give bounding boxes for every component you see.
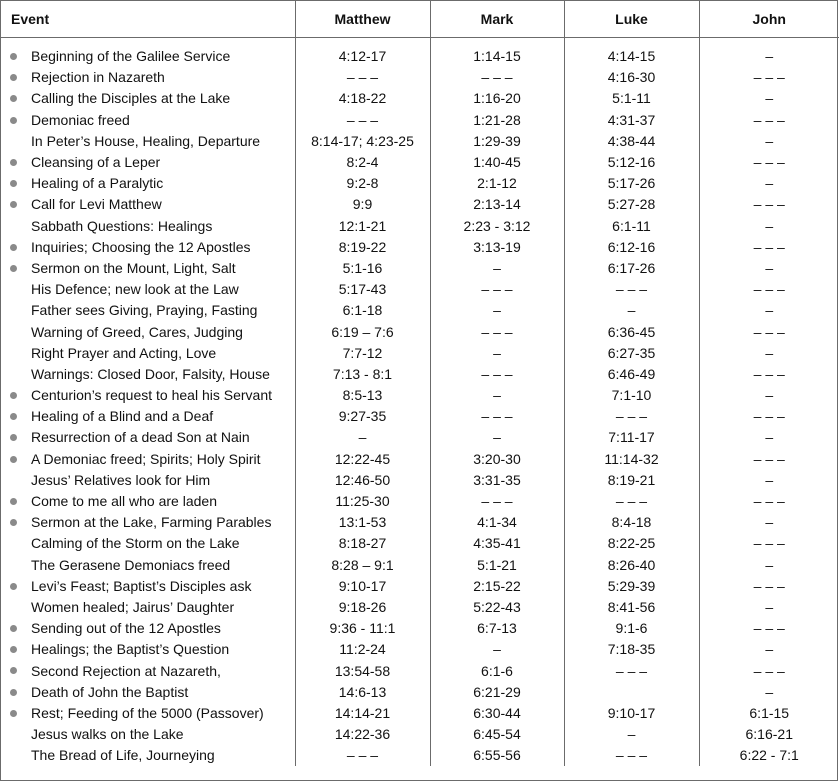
- mark-reference-cell: –: [430, 639, 564, 660]
- john-reference-cell: 6:16-21: [745, 726, 793, 743]
- john-reference-cell: – – –: [753, 577, 785, 594]
- john-reference-cell: 6:1-15: [749, 704, 790, 721]
- matthew-reference-cell: 4:12-17: [295, 46, 430, 67]
- mark-reference-cell: – – –: [430, 321, 564, 342]
- matthew-reference-cell: 13:1-53: [295, 512, 430, 533]
- bullet-icon: [10, 519, 17, 526]
- table-row: [1, 194, 839, 215]
- luke-reference-cell: 4:38-44: [564, 131, 699, 152]
- luke-reference-cell: 5:29-39: [564, 576, 699, 597]
- mark-reference-cell: 3:31-35: [430, 470, 564, 491]
- event-cell: [1, 639, 295, 660]
- table-row: [1, 67, 839, 88]
- matthew-reference-cell: 8:28 – 9:1: [295, 555, 430, 576]
- matthew-reference-cell: – – –: [295, 110, 430, 131]
- mark-reference-cell: 1:21-28: [430, 110, 564, 131]
- luke-reference-cell: 5:12-16: [564, 152, 699, 173]
- event-label: Rejection in Nazareth: [31, 69, 165, 86]
- event-label: The Gerasene Demoniacs freed: [31, 556, 231, 573]
- event-label: Women healed; Jairus’ Daughter: [31, 598, 235, 615]
- table-row: [1, 237, 839, 258]
- john-reference-cell: –: [765, 514, 774, 531]
- mark-reference-cell: – – –: [430, 67, 564, 88]
- event-cell: [1, 724, 295, 745]
- table-row: [1, 682, 839, 703]
- john-reference-cell: – – –: [753, 535, 785, 552]
- event-label: Cleansing of a Leper: [31, 154, 161, 171]
- luke-reference-cell: 7:18-35: [564, 639, 699, 660]
- mark-reference-cell: – – –: [430, 364, 564, 385]
- matthew-reference-cell: – – –: [295, 745, 430, 766]
- event-label: Death of John the Baptist: [31, 683, 189, 700]
- event-label: Levi’s Feast; Baptist’s Disciples ask: [31, 577, 252, 594]
- mark-reference-cell: 2:13-14: [430, 194, 564, 215]
- event-label: Call for Levi Matthew: [31, 196, 162, 213]
- mark-reference-cell: –: [430, 385, 564, 406]
- bullet-icon: [10, 667, 17, 674]
- mark-reference-cell: 6:30-44: [430, 703, 564, 724]
- event-cell: [1, 258, 295, 279]
- john-reference-cell: – – –: [753, 408, 785, 425]
- event-cell: [1, 512, 295, 533]
- event-label: Sending out of the 12 Apostles: [31, 620, 221, 637]
- john-reference-cell: – – –: [753, 154, 785, 171]
- table-row: [1, 576, 839, 597]
- john-reference-cell: – – –: [753, 111, 785, 128]
- john-reference-cell: – – –: [753, 238, 785, 255]
- event-label: Rest; Feeding of the 5000 (Passover): [31, 704, 264, 721]
- luke-reference-cell: 6:17-26: [564, 258, 699, 279]
- john-reference-cell: –: [765, 259, 774, 276]
- table-row: [1, 470, 839, 491]
- table-row: [1, 427, 839, 448]
- luke-reference-cell: – – –: [564, 406, 699, 427]
- luke-reference-cell: 8:26-40: [564, 555, 699, 576]
- matthew-reference-cell: 7:7-12: [295, 343, 430, 364]
- luke-reference-cell: 6:27-35: [564, 343, 699, 364]
- table-row: [1, 279, 839, 300]
- matthew-reference-cell: 14:14-21: [295, 703, 430, 724]
- event-cell: [1, 427, 295, 448]
- bullet-icon: [10, 710, 17, 717]
- matthew-reference-cell: 8:14-17; 4:23-25: [295, 131, 430, 152]
- table-row: [1, 110, 839, 131]
- john-reference-cell: –: [765, 556, 774, 573]
- event-cell: [1, 300, 295, 321]
- bullet-icon: [10, 392, 17, 399]
- john-reference-cell: –: [765, 217, 774, 234]
- luke-reference-cell: 9:10-17: [564, 703, 699, 724]
- event-label: Sabbath Questions: Healings: [31, 217, 213, 234]
- luke-reference-cell: 6:46-49: [564, 364, 699, 385]
- matthew-reference-cell: 6:1-18: [295, 300, 430, 321]
- table-row: [1, 512, 839, 533]
- bullet-icon: [10, 646, 17, 653]
- event-cell: [1, 279, 295, 300]
- event-label: Second Rejection at Nazareth,: [31, 662, 221, 679]
- event-label: A Demoniac freed; Spirits; Holy Spirit: [31, 450, 261, 467]
- luke-reference-cell: 8:22-25: [564, 533, 699, 554]
- matthew-reference-cell: –: [295, 427, 430, 448]
- table-row: [1, 597, 839, 618]
- mark-reference-cell: –: [430, 300, 564, 321]
- luke-reference-cell: 4:14-15: [564, 46, 699, 67]
- bullet-icon: [10, 74, 17, 81]
- luke-reference-cell: 5:1-11: [564, 88, 699, 109]
- matthew-reference-cell: 9:10-17: [295, 576, 430, 597]
- event-label: Sermon on the Mount, Light, Salt: [31, 259, 236, 276]
- event-cell: [1, 152, 295, 173]
- event-cell: [1, 131, 295, 152]
- mark-reference-cell: – – –: [430, 491, 564, 512]
- luke-reference-cell: –: [564, 300, 699, 321]
- luke-reference-cell: – – –: [564, 660, 699, 681]
- event-label: Warning of Greed, Cares, Judging: [31, 323, 243, 340]
- luke-reference-cell: –: [564, 724, 699, 745]
- bullet-icon: [10, 456, 17, 463]
- matthew-reference-cell: 8:19-22: [295, 237, 430, 258]
- event-cell: [1, 110, 295, 131]
- bullet-icon: [10, 117, 17, 124]
- luke-reference-cell: 7:11-17: [564, 427, 699, 448]
- mark-reference-cell: 1:16-20: [430, 88, 564, 109]
- event-cell: [1, 576, 295, 597]
- john-reference-cell: –: [765, 132, 774, 149]
- john-reference-cell: –: [765, 683, 774, 700]
- mark-reference-cell: –: [430, 343, 564, 364]
- john-reference-cell: – – –: [753, 662, 785, 679]
- table-row: [1, 745, 839, 766]
- bullet-icon: [10, 413, 17, 420]
- luke-reference-cell: 8:41-56: [564, 597, 699, 618]
- table-row: [1, 406, 839, 427]
- matthew-reference-cell: 12:1-21: [295, 216, 430, 237]
- luke-reference-cell: 8:19-21: [564, 470, 699, 491]
- event-label: The Bread of Life, Journeying: [31, 747, 215, 764]
- mark-reference-cell: 6:55-56: [430, 745, 564, 766]
- luke-reference-cell: 6:12-16: [564, 237, 699, 258]
- john-reference-cell: – – –: [753, 69, 785, 86]
- event-cell: [1, 470, 295, 491]
- matthew-reference-cell: 5:17-43: [295, 279, 430, 300]
- event-cell: [1, 364, 295, 385]
- john-reference-cell: –: [765, 48, 774, 65]
- john-reference-cell: –: [765, 641, 774, 658]
- bullet-icon: [10, 180, 17, 187]
- matthew-reference-cell: 4:18-22: [295, 88, 430, 109]
- table-row: [1, 660, 839, 681]
- event-cell: [1, 618, 295, 639]
- event-cell: [1, 406, 295, 427]
- luke-reference-cell: 4:31-37: [564, 110, 699, 131]
- event-cell: [1, 660, 295, 681]
- event-cell: [1, 216, 295, 237]
- mark-reference-cell: 5:1-21: [430, 555, 564, 576]
- column-header-mark: Mark: [430, 1, 564, 38]
- bullet-icon: [10, 265, 17, 272]
- matthew-reference-cell: 9:36 - 11:1: [295, 618, 430, 639]
- john-reference-cell: –: [765, 302, 774, 319]
- john-reference-cell: –: [765, 471, 774, 488]
- john-reference-cell: – – –: [753, 196, 785, 213]
- mark-reference-cell: 6:21-29: [430, 682, 564, 703]
- header-row: [1, 1, 839, 38]
- john-reference-cell: –: [765, 387, 774, 404]
- table-row: [1, 216, 839, 237]
- mark-reference-cell: – – –: [430, 279, 564, 300]
- mark-reference-cell: 1:14-15: [430, 46, 564, 67]
- event-cell: [1, 173, 295, 194]
- mark-reference-cell: 6:7-13: [430, 618, 564, 639]
- matthew-reference-cell: 12:22-45: [295, 449, 430, 470]
- bullet-icon: [10, 53, 17, 60]
- matthew-reference-cell: 6:19 – 7:6: [295, 321, 430, 342]
- table-row: [1, 618, 839, 639]
- event-cell: [1, 67, 295, 88]
- john-reference-cell: –: [765, 175, 774, 192]
- matthew-reference-cell: 13:54-58: [295, 660, 430, 681]
- event-label: Healing of a Paralytic: [31, 175, 164, 192]
- event-cell: [1, 597, 295, 618]
- event-cell: [1, 385, 295, 406]
- john-reference-cell: 6:22 - 7:1: [739, 747, 799, 764]
- matthew-reference-cell: 7:13 - 8:1: [295, 364, 430, 385]
- matthew-reference-cell: – – –: [295, 67, 430, 88]
- john-reference-cell: –: [765, 90, 774, 107]
- event-label: In Peter’s House, Healing, Departure: [31, 132, 261, 149]
- event-label: Sermon at the Lake, Farming Parables: [31, 514, 272, 531]
- mark-reference-cell: 6:45-54: [430, 724, 564, 745]
- column-header-john: John: [699, 1, 839, 38]
- mark-reference-cell: –: [430, 427, 564, 448]
- matthew-reference-cell: 11:25-30: [295, 491, 430, 512]
- bullet-icon: [10, 625, 17, 632]
- table-row: [1, 152, 839, 173]
- luke-reference-cell: 9:1-6: [564, 618, 699, 639]
- event-cell: [1, 491, 295, 512]
- john-reference-cell: – – –: [753, 620, 785, 637]
- table-row: [1, 173, 839, 194]
- table-row: [1, 385, 839, 406]
- table-row: [1, 724, 839, 745]
- event-label: Resurrection of a dead Son at Nain: [31, 429, 250, 446]
- luke-reference-cell: – – –: [564, 279, 699, 300]
- luke-reference-cell: 6:36-45: [564, 321, 699, 342]
- event-label: Calling the Disciples at the Lake: [31, 90, 231, 107]
- matthew-reference-cell: 8:2-4: [295, 152, 430, 173]
- table-row: [1, 555, 839, 576]
- bullet-icon: [10, 244, 17, 251]
- john-reference-cell: – – –: [753, 365, 785, 382]
- gospel-harmony-table: [1, 1, 839, 766]
- event-label: Warnings: Closed Door, Falsity, House: [31, 365, 270, 382]
- event-cell: [1, 321, 295, 342]
- mark-reference-cell: 2:23 - 3:12: [430, 216, 564, 237]
- john-reference-cell: – – –: [753, 323, 785, 340]
- table-row: [1, 131, 839, 152]
- john-reference-cell: –: [765, 598, 774, 615]
- mark-reference-cell: 2:1-12: [430, 173, 564, 194]
- mark-reference-cell: 5:22-43: [430, 597, 564, 618]
- table-row: [1, 343, 839, 364]
- bullet-icon: [10, 159, 17, 166]
- column-header-matthew: Matthew: [295, 1, 430, 38]
- luke-reference-cell: 11:14-32: [564, 449, 699, 470]
- event-label: Beginning of the Galilee Service: [31, 48, 231, 65]
- mark-reference-cell: 4:1-34: [430, 512, 564, 533]
- matthew-reference-cell: 9:2-8: [295, 173, 430, 194]
- bullet-icon: [10, 95, 17, 102]
- matthew-reference-cell: 14:22-36: [295, 724, 430, 745]
- event-cell: [1, 682, 295, 703]
- event-label: Come to me all who are laden: [31, 493, 217, 510]
- event-cell: [1, 745, 295, 766]
- matthew-reference-cell: 14:6-13: [295, 682, 430, 703]
- john-reference-cell: – – –: [753, 450, 785, 467]
- event-label: Inquiries; Choosing the 12 Apostles: [31, 238, 251, 255]
- mark-reference-cell: 3:13-19: [430, 237, 564, 258]
- mark-reference-cell: –: [430, 258, 564, 279]
- event-cell: [1, 343, 295, 364]
- table-row: [1, 703, 839, 724]
- event-label: Father sees Giving, Praying, Fasting: [31, 302, 258, 319]
- spacer-row: [1, 38, 839, 47]
- matthew-reference-cell: 11:2-24: [295, 639, 430, 660]
- mark-reference-cell: 1:29-39: [430, 131, 564, 152]
- event-cell: [1, 703, 295, 724]
- column-header-event: Event: [1, 1, 295, 38]
- table-row: [1, 88, 839, 109]
- event-label: Jesus walks on the Lake: [31, 726, 184, 743]
- event-label: Healing of a Blind and a Deaf: [31, 408, 214, 425]
- bullet-icon: [10, 689, 17, 696]
- matthew-reference-cell: 12:46-50: [295, 470, 430, 491]
- luke-reference-cell: 8:4-18: [564, 512, 699, 533]
- mark-reference-cell: – – –: [430, 406, 564, 427]
- bullet-icon: [10, 583, 17, 590]
- event-cell: [1, 449, 295, 470]
- luke-reference-cell: 5:17-26: [564, 173, 699, 194]
- event-label: Healings; the Baptist’s Question: [31, 641, 230, 658]
- event-cell: [1, 88, 295, 109]
- table-row: [1, 491, 839, 512]
- john-reference-cell: –: [765, 344, 774, 361]
- bullet-icon: [10, 434, 17, 441]
- luke-reference-cell: – – –: [564, 745, 699, 766]
- john-reference-cell: – – –: [753, 493, 785, 510]
- john-reference-cell: – – –: [753, 281, 785, 298]
- event-label: Jesus’ Relatives look for Him: [31, 471, 211, 488]
- table-row: [1, 321, 839, 342]
- matthew-reference-cell: 9:9: [295, 194, 430, 215]
- matthew-reference-cell: 5:1-16: [295, 258, 430, 279]
- mark-reference-cell: 3:20-30: [430, 449, 564, 470]
- event-label: Right Prayer and Acting, Love: [31, 344, 217, 361]
- mark-reference-cell: 4:35-41: [430, 533, 564, 554]
- event-label: Calming of the Storm on the Lake: [31, 535, 240, 552]
- luke-reference-cell: [564, 682, 699, 703]
- event-cell: [1, 555, 295, 576]
- table-row: [1, 533, 839, 554]
- event-cell: [1, 533, 295, 554]
- event-cell: [1, 46, 295, 67]
- event-label: Centurion’s request to heal his Servant: [31, 387, 272, 404]
- table-row: [1, 46, 839, 67]
- table-row: [1, 258, 839, 279]
- luke-reference-cell: 5:27-28: [564, 194, 699, 215]
- table-header: [1, 1, 839, 38]
- event-label: His Defence; new look at the Law: [31, 281, 239, 298]
- mark-reference-cell: 2:15-22: [430, 576, 564, 597]
- mark-reference-cell: 6:1-6: [430, 660, 564, 681]
- table-row: [1, 364, 839, 385]
- event-cell: [1, 194, 295, 215]
- luke-reference-cell: – – –: [564, 491, 699, 512]
- event-cell: [1, 237, 295, 258]
- luke-reference-cell: 4:16-30: [564, 67, 699, 88]
- bullet-icon: [10, 498, 17, 505]
- mark-reference-cell: 1:40-45: [430, 152, 564, 173]
- matthew-reference-cell: 9:18-26: [295, 597, 430, 618]
- table-row: [1, 300, 839, 321]
- luke-reference-cell: 7:1-10: [564, 385, 699, 406]
- matthew-reference-cell: 8:18-27: [295, 533, 430, 554]
- matthew-reference-cell: 9:27-35: [295, 406, 430, 427]
- event-label: Demoniac freed: [31, 111, 130, 128]
- luke-reference-cell: 6:1-11: [564, 216, 699, 237]
- column-header-luke: Luke: [564, 1, 699, 38]
- matthew-reference-cell: 8:5-13: [295, 385, 430, 406]
- bullet-icon: [10, 201, 17, 208]
- table-row: [1, 639, 839, 660]
- table-row: [1, 449, 839, 470]
- table-body: [1, 38, 839, 767]
- john-reference-cell: –: [765, 429, 774, 446]
